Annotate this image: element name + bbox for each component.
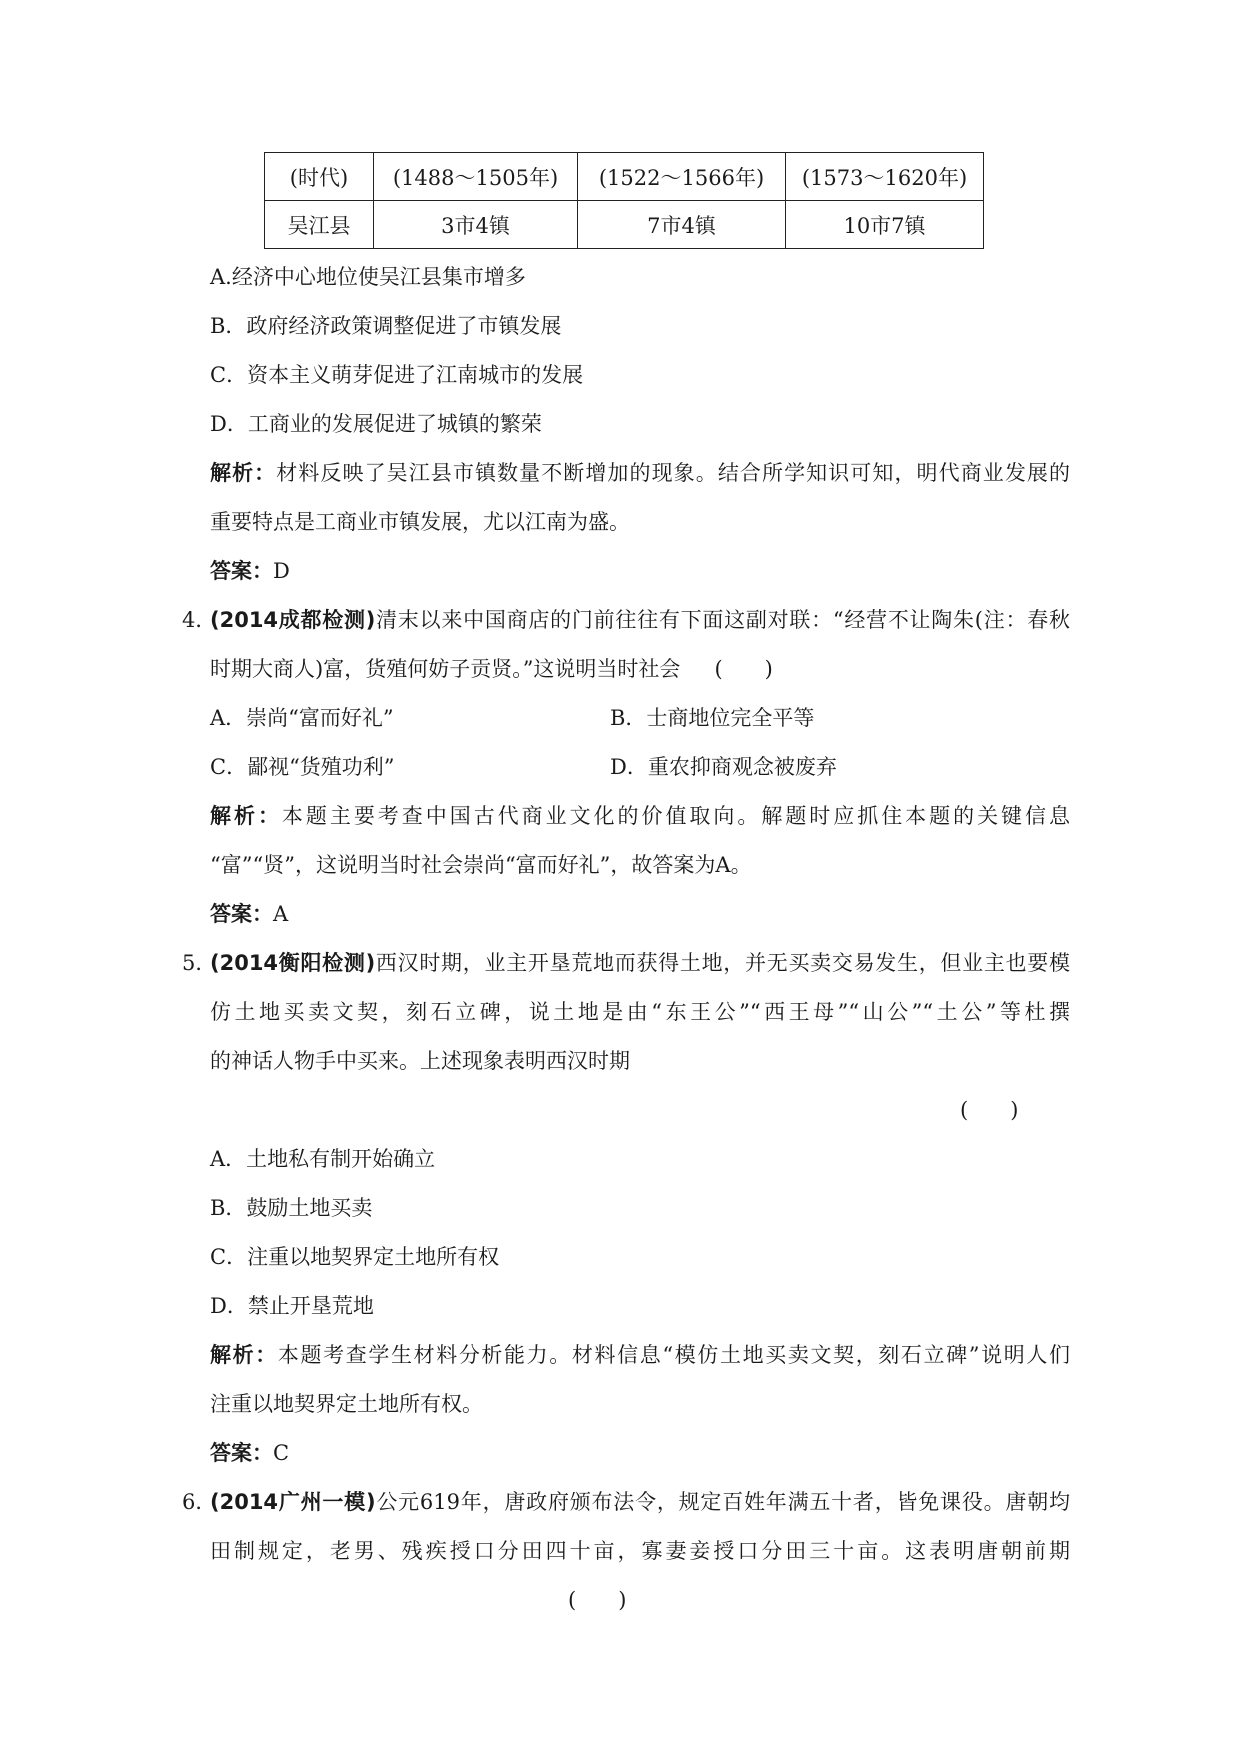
analysis-text: 本题考查学生材料分析能力。材料信息“模仿土地买卖文契，刻石立碑”说明人们 bbox=[277, 1343, 1071, 1367]
q4-stem-text: 清末以来中国商店的门前往往有下面这副对联：“经营不让陶朱(注：春秋 bbox=[375, 608, 1070, 632]
q3-answer bbox=[210, 556, 1070, 586]
q4-stem-text: 时期大商人)富，货殖何妨子贡贤。”这说明当时社会 bbox=[210, 657, 681, 681]
answer-value: D bbox=[273, 559, 290, 583]
q5-answer-paren: ( ) bbox=[960, 1098, 1019, 1122]
table-cell: 吴江县 bbox=[265, 201, 374, 249]
table-cell: 7市4镇 bbox=[578, 201, 786, 249]
answer-label: 答案： bbox=[210, 1441, 273, 1465]
q3-option-d: D．工商业的发展促进了城镇的繁荣 bbox=[210, 412, 542, 436]
analysis-label: 解析： bbox=[210, 804, 282, 828]
analysis-text: 本题主要考查中国古代商业文化的价值取向。解题时应抓住本题的关键信息 bbox=[281, 804, 1071, 828]
q6-number: 6． bbox=[182, 1490, 217, 1514]
q4-option-d: D．重农抑商观念被废弃 bbox=[610, 755, 837, 779]
q4-analysis-line1 bbox=[210, 801, 1070, 831]
q4-answer bbox=[210, 899, 1070, 929]
q5-stem-line1 bbox=[210, 948, 1070, 978]
q4-number: 4． bbox=[182, 608, 217, 632]
answer-label: 答案： bbox=[210, 559, 273, 583]
q6-stem-line2: 田制规定，老男、残疾授口分田四十亩，寡妻妾授口分田三十亩。这表明唐朝前期 bbox=[210, 1539, 1070, 1563]
answer-value: C bbox=[273, 1441, 290, 1465]
q5-option-d: D．禁止开垦荒地 bbox=[210, 1294, 374, 1318]
q4-stem-line1 bbox=[210, 605, 1070, 635]
table-cell: (1488～1505年) bbox=[374, 153, 578, 201]
q4-option-c: C．鄙视“货殖功利” bbox=[210, 755, 395, 779]
q4-option-a: A．崇尚“富而好礼” bbox=[210, 706, 394, 730]
q6-stem-text: 公元619年，唐政府颁布法令，规定百姓年满五十者，皆免课役。唐朝均 bbox=[375, 1490, 1070, 1514]
answer-label: 答案： bbox=[210, 902, 273, 926]
q3-analysis-line1 bbox=[210, 458, 1070, 488]
q3-analysis-line2: 重要特点是工商业市镇发展，尤以江南为盛。 bbox=[210, 510, 630, 534]
q5-analysis-line1 bbox=[210, 1340, 1070, 1370]
q6-source: (2014广州一模) bbox=[210, 1490, 376, 1514]
q5-analysis-line2: 注重以地契界定土地所有权。 bbox=[210, 1392, 483, 1416]
analysis-text: 材料反映了吴江县市镇数量不断增加的现象。结合所学知识可知，明代商业发展的 bbox=[276, 461, 1071, 485]
analysis-label: 解析： bbox=[210, 461, 277, 485]
q5-option-c: C．注重以地契界定土地所有权 bbox=[210, 1245, 500, 1269]
table-cell: 10市7镇 bbox=[786, 201, 984, 249]
analysis-label: 解析： bbox=[210, 1343, 278, 1367]
q4-stem-line2 bbox=[210, 654, 1070, 684]
q5-stem-line3: 的神话人物手中买来。上述现象表明西汉时期 bbox=[210, 1049, 630, 1073]
table-cell: (1573～1620年) bbox=[786, 153, 984, 201]
q6-answer-paren: ( ) bbox=[568, 1588, 627, 1612]
q5-number: 5． bbox=[182, 951, 217, 975]
q4-analysis-line2: “富”“贤”，这说明当时社会崇尚“富而好礼”，故答案为A。 bbox=[210, 853, 752, 877]
q3-option-b: B．政府经济政策调整促进了市镇发展 bbox=[210, 314, 562, 338]
table-cell: (时代) bbox=[265, 153, 374, 201]
q4-source: (2014成都检测) bbox=[210, 608, 376, 632]
q6-stem-line1 bbox=[210, 1487, 1070, 1517]
table-header-row bbox=[265, 153, 984, 201]
q4-answer-paren: ( ) bbox=[714, 657, 773, 681]
q4-option-b: B．士商地位完全平等 bbox=[610, 706, 815, 730]
q3-option-a: A.经济中心地位使吴江县集市增多 bbox=[210, 265, 526, 289]
q5-option-b: B．鼓励土地买卖 bbox=[210, 1196, 373, 1220]
answer-value: A bbox=[273, 902, 289, 926]
market-town-table bbox=[264, 152, 984, 249]
q5-stem-text: 西汉时期，业主开垦荒地而获得土地，并无买卖交易发生，但业主也要模 bbox=[375, 951, 1070, 975]
q5-answer bbox=[210, 1438, 1070, 1468]
table-cell: (1522～1566年) bbox=[578, 153, 786, 201]
table-row bbox=[265, 201, 984, 249]
table-cell: 3市4镇 bbox=[374, 201, 578, 249]
q3-option-c: C．资本主义萌芽促进了江南城市的发展 bbox=[210, 363, 584, 387]
q5-stem-line2: 仿土地买卖文契，刻石立碑，说土地是由“东王公”“西王母”“山公”“土公”等杜撰 bbox=[210, 1000, 1070, 1024]
q5-source: (2014衡阳检测) bbox=[210, 951, 376, 975]
q5-option-a: A．土地私有制开始确立 bbox=[210, 1147, 436, 1171]
